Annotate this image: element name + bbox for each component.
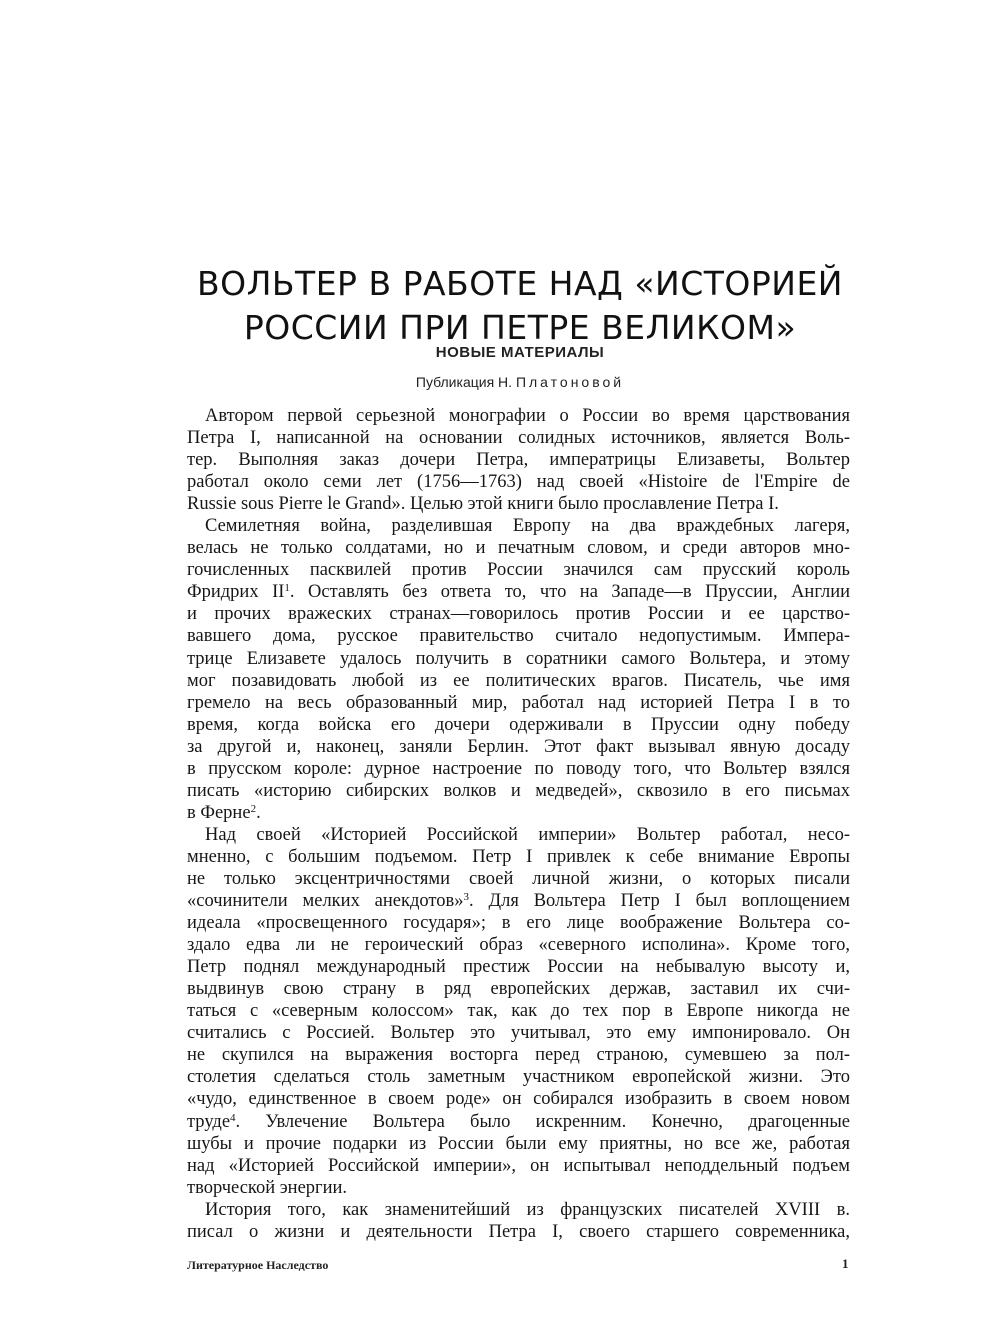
- footnote-ref: 2: [250, 802, 257, 815]
- body-line: [187, 427, 850, 449]
- body-line-text: Автором первой серьезной монографии о России во время царствования: [205, 406, 850, 426]
- body-line-text: велась не только солдатами, но и печатным словом, и среди авторов мно-: [187, 538, 850, 559]
- body-line: [187, 1177, 850, 1199]
- page-number: 1: [842, 1256, 849, 1271]
- body-line-text: . Увлечение Вольтера было искренним. Конечно, драгоценные: [235, 1111, 850, 1132]
- byline-author: Платоновой: [515, 374, 625, 390]
- body-line-text: над «Историей Российской империи», он испытывал неподдельный подъем: [187, 1155, 850, 1176]
- body-line-text: здало едва ли не героический образ «северного исполина». Кроме того,: [187, 935, 850, 956]
- body-line-text: время, когда войска его дочери одерживали в Пруссии одну победу: [187, 714, 850, 735]
- body-line-text: шубы и прочие подарки из России были ему приятны, но все же, работая: [187, 1133, 850, 1154]
- body-line-text: не только эксцентричностями своей личной жизни, о которых писали: [187, 868, 850, 889]
- body-line: [187, 868, 850, 890]
- body-line: [187, 890, 850, 912]
- body-line: [187, 1000, 850, 1022]
- publication-byline: [120, 374, 920, 390]
- body-line-text: творческой энергии.: [187, 1177, 348, 1198]
- body-line: [187, 515, 850, 537]
- body-line: [187, 824, 850, 846]
- body-line: [187, 780, 850, 802]
- body-line-text: за другой и, наконец, заняли Берлин. Этот факт вызывал явную досаду: [187, 736, 850, 757]
- body-line: [187, 603, 850, 625]
- body-line-text: тер. Выполняя заказ дочери Петра, императрицы Елизаветы, Вольтер: [187, 450, 850, 471]
- body-line: [187, 802, 850, 824]
- body-line: [187, 934, 850, 956]
- body-line: [187, 1133, 850, 1155]
- body-line-text: считались с Россией. Вольтер это учитывал, это ему импонировало. Он: [187, 1023, 850, 1044]
- body-line-text: «чудо, единственное в своем роде» он собирался изобразить в своем новом: [187, 1089, 850, 1110]
- title-line-2: РОССИИ ПРИ ПЕТРЕ ВЕЛИКОМ»: [243, 308, 797, 347]
- body-line: [187, 493, 850, 515]
- body-line: [187, 692, 850, 714]
- body-line-text: . Для Вольтера Петр I был воплощением: [468, 891, 850, 912]
- body-line: [187, 449, 850, 471]
- body-line-text: писать «историю сибирских волков и медведей», сквозило в его письмах: [187, 780, 850, 801]
- body-line: [187, 670, 850, 692]
- body-line: [187, 956, 850, 978]
- body-line: [187, 648, 850, 670]
- article-subtitle: НОВЫЕ МАТЕРИАЛЫ: [435, 344, 605, 361]
- body-line-text: гочисленных пасквилей против России значился сам прусский король: [187, 560, 850, 581]
- footnote-ref: 4: [230, 1111, 236, 1124]
- body-line: [187, 471, 850, 493]
- title-line-1: ВОЛЬТЕР В РАБОТЕ НАД «ИСТОРИЕЙ: [196, 264, 843, 303]
- body-line-text: .: [256, 802, 261, 823]
- body-line-text: в прусском короле: дурное настроение по поводу того, что Вольтер взялся: [187, 758, 850, 779]
- body-line-text: История того, как знаменитейший из французских писателей XVIII в.: [205, 1199, 850, 1220]
- body-line-text: вавшего дома, русское правительство считало недопустимым. Импера-: [187, 626, 850, 647]
- article-title: [120, 262, 920, 350]
- byline-prefix: Публикация Н.: [415, 374, 513, 390]
- body-line-text: Над своей «Историей Российской империи» Вольтер работал, несо-: [205, 824, 850, 845]
- body-line: [187, 714, 850, 736]
- body-line-text: в Ферне: [187, 802, 251, 823]
- body-line: [187, 846, 850, 868]
- journal-footer: Литературное Наследство: [187, 1258, 329, 1272]
- body-line: [187, 1022, 850, 1044]
- body-line: [187, 736, 850, 758]
- body-line-text: «сочинители мелких анекдотов»: [187, 891, 464, 912]
- body-line: [187, 1044, 850, 1066]
- body-line: [187, 1111, 850, 1133]
- body-line-text: трице Елизавете удалось получить в соратники самого Вольтера, и этому: [187, 648, 850, 669]
- body-line: [187, 912, 850, 934]
- body-line-text: писал о жизни и деятельности Петра I, своего старшего современника,: [187, 1221, 850, 1242]
- body-line-text: Семилетняя война, разделившая Европу на два враждебных лагеря,: [205, 516, 850, 537]
- body-line-text: и прочих вражеских странах—говорилось против России и ее царство-: [187, 604, 850, 625]
- body-line-text: выдвинув свою страну в ряд европейских держав, заставил их счи-: [187, 979, 850, 1000]
- article-body: [187, 405, 850, 1243]
- body-line: [187, 581, 850, 603]
- body-line-text: труде: [187, 1111, 231, 1132]
- body-line: [187, 559, 850, 581]
- body-line-text: мог позавидовать любой из ее политических врагов. Писатель, чье имя: [187, 670, 850, 691]
- body-line-text: не скупился на выражения восторга перед страною, сумевшею за пол-: [187, 1045, 850, 1066]
- body-line: [187, 758, 850, 780]
- body-line-text: столетия сделаться столь заметным участником европейской жизни. Это: [187, 1067, 850, 1088]
- body-line-text: гремело на весь образованный мир, работал над историей Петра I в то: [187, 692, 850, 713]
- body-line-text: . Оставлять без ответа то, что на Западе—в Пруссии, Англии: [289, 582, 851, 603]
- body-line: [187, 405, 850, 427]
- body-line: [187, 1088, 850, 1110]
- body-line-text: Russie sous Pierre le Grand». Целью этой книги было прославление Петра I.: [187, 494, 779, 515]
- body-line-text: мненно, с большим подъемом. Петр I привлек к себе внимание Европы: [187, 846, 850, 867]
- footnote-ref: 1: [284, 582, 290, 595]
- body-line-text: идеала «просвещенного государя»; в его лице воображение Вольтера со-: [187, 913, 850, 934]
- body-line: [187, 1221, 850, 1243]
- body-line-text: Петра I, написанной на основании солидных источников, является Воль-: [187, 428, 850, 449]
- body-line: [187, 1155, 850, 1177]
- body-line: [187, 1066, 850, 1088]
- body-line: [187, 625, 850, 647]
- footnote-ref: 3: [463, 891, 469, 904]
- body-line: [187, 537, 850, 559]
- body-line: [187, 978, 850, 1000]
- body-line: [187, 1199, 850, 1221]
- body-line-text: работал около семи лет (1756—1763) над своей «Histoire de l'Empire de: [187, 472, 850, 493]
- body-line-text: таться с «северным колоссом» так, как до тех пор в Европе никогда не: [187, 1001, 850, 1022]
- body-line-text: Петр поднял международный престиж России на небывалую высоту и,: [187, 957, 850, 978]
- body-line-text: Фридрих II: [187, 582, 285, 603]
